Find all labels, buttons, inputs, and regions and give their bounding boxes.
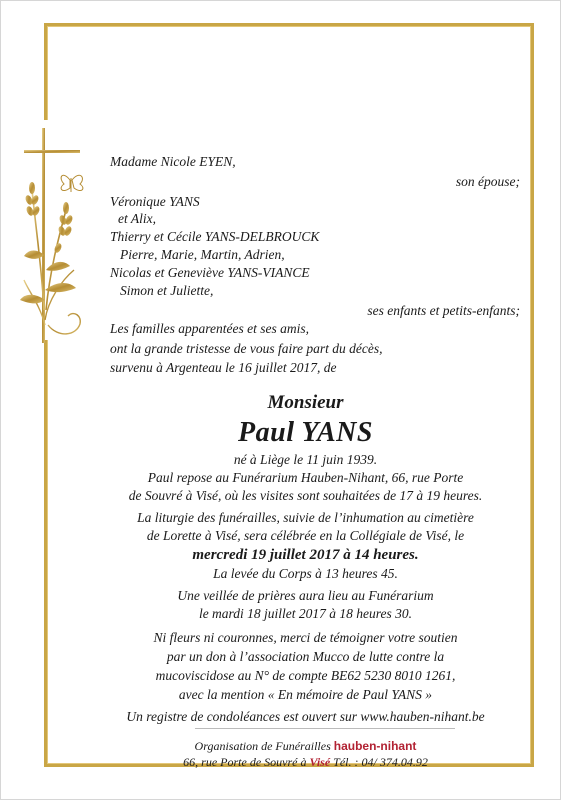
birth-line: né à Liège le 11 juin 1939. bbox=[233, 452, 378, 467]
families-line: Les familles apparentées et ses amis, bbox=[110, 321, 309, 336]
vigil-line-1: Une veillée de prières aura lieu au Funérarium bbox=[177, 588, 434, 603]
child1-partner: et Alix, bbox=[118, 211, 156, 226]
cross-wheat-butterfly-icon bbox=[18, 110, 98, 360]
deceased-title: Monsieur bbox=[267, 392, 344, 413]
child2-kids: Pierre, Marie, Martin, Adrien, bbox=[120, 247, 285, 262]
brand-logo-text: hauben-nihant bbox=[333, 739, 417, 753]
announce-line: ont la grande tristesse de vous faire part du décès, bbox=[110, 341, 383, 356]
liturgy-date: mercredi 19 juillet 2017 à 14 heures. bbox=[192, 547, 419, 563]
footer-address bbox=[0, 754, 561, 770]
widow-name: Madame Nicole EYEN, bbox=[110, 154, 236, 169]
liturgy-line-2: de Lorette à Visé, sera célébrée en la Collégiale de Visé, le bbox=[146, 528, 465, 543]
widow-role: son épouse; bbox=[455, 174, 520, 189]
flowers-line-4: avec la mention « En mémoire de Paul YANS » bbox=[178, 687, 433, 702]
child3-name: Nicolas et Geneviève YANS-VIANCE bbox=[110, 265, 310, 280]
vigil-line-2: le mardi 18 juillet 2017 à 18 heures 30. bbox=[198, 606, 413, 621]
footer-org bbox=[0, 738, 561, 754]
repose-line-1: Paul repose au Funérarium Hauben-Nihant, 66, rue Porte bbox=[147, 470, 464, 485]
levee-line: La levée du Corps à 13 heures 45. bbox=[213, 566, 398, 581]
flowers-line-3: mucoviscidose au N° de compte BE62 5230 8010 1261, bbox=[155, 668, 456, 683]
child3-kids: Simon et Juliette, bbox=[120, 283, 214, 298]
liturgy-line-1: La liturgie des funérailles, suivie de l’inhumation au cimetière bbox=[137, 510, 474, 525]
footer-separator bbox=[195, 728, 455, 729]
register-line: Un registre de condoléances est ouvert sur www.hauben-nihant.be bbox=[126, 709, 485, 724]
repose-line-2: de Souvré à Visé, où les visites sont souhaitées de 17 à 19 heures. bbox=[128, 488, 483, 503]
children-role: ses enfants et petits-enfants; bbox=[367, 303, 520, 318]
footer-phone: Tél. : 04/ 374.04.92 bbox=[333, 755, 428, 769]
footer-org-label: Organisation de Funérailles bbox=[194, 739, 331, 753]
flowers-line-1: Ni fleurs ni couronnes, merci de témoigner votre soutien bbox=[153, 630, 458, 645]
flowers-line-2: par un don à l’association Mucco de lutte contre la bbox=[166, 649, 445, 664]
footer-address-city: Visé bbox=[309, 755, 331, 769]
event-line: survenu à Argenteau le 16 juillet 2017, de bbox=[110, 360, 337, 375]
footer-address-prefix: 66, rue Porte de Souvré à bbox=[183, 755, 307, 769]
child1-name: Véronique YANS bbox=[110, 194, 200, 209]
deceased-name: Paul YANS bbox=[238, 417, 373, 448]
child2-name: Thierry et Cécile YANS-DELBROUCK bbox=[110, 229, 320, 244]
